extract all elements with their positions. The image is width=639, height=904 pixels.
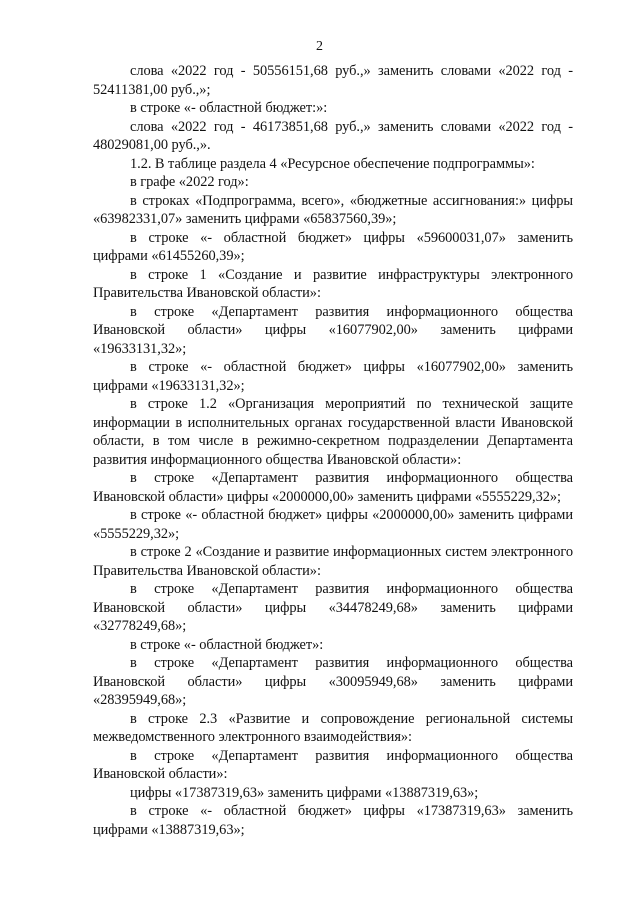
paragraph: в строке «- областной бюджет» цифры «2000000,00» заменить цифрами «5555229,32»; — [93, 507, 573, 542]
paragraph: в строке «- областной бюджет» цифры «59600031,07» заменить цифрами «61455260,39»; — [93, 229, 573, 264]
paragraph: в строке 1.2 «Организация мероприятий по технической защите информации в исполнительных органах государственной власти Ивановской области, в том числе в режимно-секретном подразделении Департамента развития информационного общества Ивановской области»: — [93, 396, 573, 468]
paragraph: в строке «- областной бюджет» цифры «16077902,00» заменить цифрами «19633131,32»; — [93, 359, 573, 394]
paragraph: в строке «- областной бюджет:»: — [130, 100, 328, 116]
paragraph: в строке «- областной бюджет» цифры «17387319,63» заменить цифрами «13887319,63»; — [93, 803, 573, 838]
paragraph: цифры «17387319,63» заменить цифрами «13887319,63»; — [130, 784, 479, 801]
paragraph: слова «2022 год - 50556151,68 руб.,» заменить словами «2022 год - 52411381,00 руб.,»; — [93, 63, 573, 98]
paragraph: в строке 2 «Создание и развитие информационных систем электронного Правительства Ивановской области»: — [93, 544, 573, 579]
document-body — [93, 62, 573, 839]
paragraph: в строке «Департамент развития информационного общества Ивановской области» цифры «2000000,00» заменить цифрами «5555229,32»; — [93, 470, 573, 505]
paragraph: в строке «Департамент развития информационного общества Ивановской области»: — [93, 747, 573, 782]
paragraph: в строке «Департамент развития информационного общества Ивановской области» цифры «34478249,68» заменить цифрами «32778249,68»; — [93, 581, 573, 634]
paragraph: в графе «2022 год»: — [130, 174, 249, 190]
paragraph: в строке «Департамент развития информационного общества Ивановской области» цифры «16077902,00» заменить цифрами «19633131,32»; — [93, 303, 573, 357]
paragraph: 1.2. В таблице раздела 4 «Ресурсное обеспечение подпрограммы»: — [130, 155, 535, 172]
paragraph: в строке 2.3 «Развитие и сопровождение региональной системы межведомственного электронного взаимодействия»: — [93, 710, 573, 745]
paragraph: в строке «Департамент развития информационного общества Ивановской области» цифры «30095949,68» заменить цифрами «28395949,68»; — [93, 655, 573, 708]
paragraph: в строках «Подпрограмма, всего», «бюджетные ассигнования:» цифры «63982331,07» заменить цифрами «65837560,39»; — [93, 192, 573, 227]
page-number: 2 — [316, 39, 323, 54]
paragraph: в строке 1 «Создание и развитие инфраструктуры электронного Правительства Ивановской области»: — [93, 266, 573, 301]
paragraph: в строке «- областной бюджет»: — [130, 636, 324, 653]
paragraph: слова «2022 год - 46173851,68 руб.,» заменить словами «2022 год - 48029081,00 руб.,». — [93, 118, 573, 153]
